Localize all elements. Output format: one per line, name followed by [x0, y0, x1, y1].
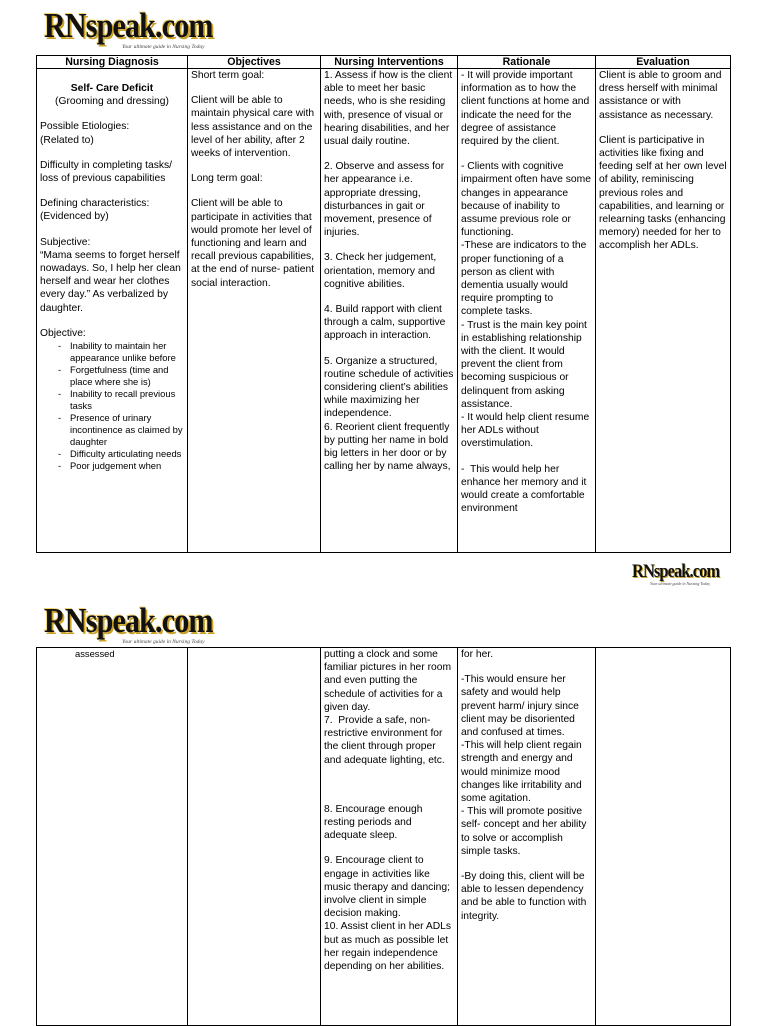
rationale-item: - It would help client resume her ADLs without overstimulation.	[461, 412, 593, 450]
rnspeak-footer-logo	[632, 562, 733, 586]
rationale-item: - This would help her enhance her memory and it would create a comfortable environment	[461, 463, 590, 515]
diagnosis-title: Self- Care Deficit	[70, 83, 154, 94]
intervention-item: 3. Check her judgement, orientation, memory and cognitive abilities.	[324, 252, 440, 290]
evaluation-item: Client is participative in activities like fixing and feeding self at her own level of ability, reminiscing previous roles and capabilities, and learning or relearning tasks (enhancing memory) needed for her to accomplish her ADLs.	[599, 134, 730, 252]
rnspeak-logo	[44, 8, 240, 50]
rationale-item: - This will promote positive self- concept and her ability to solve or accomplish simple tasks.	[461, 806, 590, 857]
intervention-item: 6. Reorient client frequently by putting her name in bold big letters in her door or by calling her by name always,	[324, 421, 453, 473]
evaluation-cell-continued	[596, 648, 731, 1026]
rationale-cell-continued	[458, 648, 596, 1026]
objectives-cell	[188, 69, 321, 553]
diagnosis-cell	[37, 69, 188, 553]
objective-item: - Presence of urinary incontinence as claimed by daughter	[58, 412, 184, 448]
intervention-item: 1. Assess if how is the client able to meet her basic needs, who is she residing with, presence of visual or hearing disabilities, and her usual daily routine.	[324, 70, 456, 148]
evaluation-item: Client is able to groom and dress herself with minimal assistance or with assistance as necessary.	[599, 70, 725, 121]
rationale-item: for her.	[461, 649, 494, 660]
rationale-item: - Clients with cognitive impairment often have some changes in appearance because of inability to assume previous role or functioning.	[461, 161, 594, 239]
header-objectives: Objectives	[188, 56, 321, 69]
intervention-item: putting a clock and some familiar pictures in her room and even putting the schedule of activities for a given day.	[324, 649, 454, 713]
diagnosis-subtitle: (Grooming and dressing)	[55, 96, 169, 108]
logo-tagline: Your ultimate guide in Nursing Today	[650, 581, 711, 586]
header-nursing-diagnosis: Nursing Diagnosis	[37, 56, 188, 69]
intervention-item: 2. Observe and assess for her appearance i.e. appropriate dressing, disturbances in gait or movement, presence of injuries.	[324, 161, 448, 239]
intervention-item: 9. Encourage client to engage in activities like music therapy and dancing; involve client in simple decision making.	[324, 855, 453, 920]
subjective-quote: “Mama seems to forget herself nowadays. So, I help her clean herself and wear her clothes every day.” As verbalized by daughter.	[40, 249, 184, 314]
interventions-cell-continued	[321, 648, 458, 1026]
objective-list	[40, 340, 184, 472]
header-evaluation: Evaluation	[596, 56, 731, 69]
rationale-item: -By doing this, client will be able to lessen dependency and be able to function with integrity.	[461, 871, 590, 922]
rationale-item: - Trust is the main key point in establishing relationship with the client. It would prevent the client from becoming suspicious or delinquent from asking assistance.	[461, 319, 590, 410]
rationale-item: -These are indicators to the proper functioning of a person as client with dementia usually would require prompting to complete tasks.	[461, 240, 590, 318]
interventions-cell	[321, 69, 458, 553]
subjective-label: Subjective:	[40, 236, 91, 248]
objective-item: - Difficulty articulating needs	[58, 448, 184, 460]
logo-brand: RNspeak.com	[44, 6, 213, 45]
rationale-item: -This would ensure her safety and would help prevent harm/ injury since client may be disoriented and confused at times.	[461, 674, 582, 739]
intervention-item: 8. Encourage enough resting periods and adequate sleep.	[324, 803, 426, 842]
logo-brand: RNspeak.com	[44, 601, 213, 640]
objective-label: Objective:	[40, 327, 86, 339]
evidenced-by-label: (Evidenced by)	[40, 211, 109, 223]
related-to-label: (Related to)	[40, 134, 94, 146]
objective-item: - Poor judgement when	[58, 460, 184, 472]
rationale-item: -This will help client regain strength and energy and would minimize mood changes like irritability and some agitation.	[461, 740, 585, 805]
objectives-cell-continued	[188, 648, 321, 1026]
intervention-item: 7. Provide a safe, non-restrictive environment for the client through proper and adequate lighting, etc.	[324, 715, 446, 766]
logo-brand: RNspeak.com	[632, 561, 720, 582]
logo-tagline: Your ultimate guide in Nursing Today	[122, 639, 205, 645]
short-term-goal-text: Client will be able to maintain physical care with less assistance and on the level of her ability, after 2 weeks of intervention.	[191, 95, 317, 160]
logo-tagline: Your ultimate guide in Nursing Today	[122, 44, 205, 50]
objective-item: - Forgetfulness (time and place where she is)	[58, 364, 184, 388]
intervention-item: 4. Build rapport with client through a calm, supportive approach in interaction.	[324, 304, 449, 342]
intervention-item: 5. Organize a structured, routine schedule of activities considering client’s abilities while maximizing her independence.	[324, 355, 457, 420]
intervention-item: 10. Assist client in her ADLs but as much as possible let her regain independence depending on her abilities.	[324, 921, 454, 973]
long-term-goal-text: Client will be able to participate in activities that would promote her level of functioning and learn and recall previous capabilities, at the end of nurse- patient social interaction.	[191, 198, 317, 289]
short-term-goal-label: Short term goal:	[191, 70, 265, 81]
objective-item: - Inability to recall previous tasks	[58, 388, 184, 412]
objective-item: - Inability to maintain her appearance unlike before	[58, 340, 184, 364]
diagnosis-continued-text: assessed	[75, 648, 115, 659]
diagnosis-cell-continued	[37, 648, 188, 1026]
rnspeak-logo	[44, 603, 240, 645]
header-rationale: Rationale	[458, 56, 596, 69]
rationale-cell	[458, 69, 596, 553]
etiology-text: Difficulty in completing tasks/ loss of previous capabilities	[40, 159, 175, 185]
defining-characteristics-label: Defining characteristics:	[40, 198, 150, 210]
nursing-care-plan-table-page-2	[36, 647, 731, 1026]
etiologies-label: Possible Etiologies:	[40, 121, 130, 133]
nursing-care-plan-table-page-1	[36, 55, 731, 553]
long-term-goal-label: Long term goal:	[191, 173, 263, 185]
evaluation-cell	[596, 69, 731, 553]
header-nursing-interventions: Nursing Interventions	[321, 56, 458, 69]
rationale-item: - It will provide important information as to how the client functions at home and indicate the need for the degree of assistance required by the client.	[461, 70, 593, 148]
